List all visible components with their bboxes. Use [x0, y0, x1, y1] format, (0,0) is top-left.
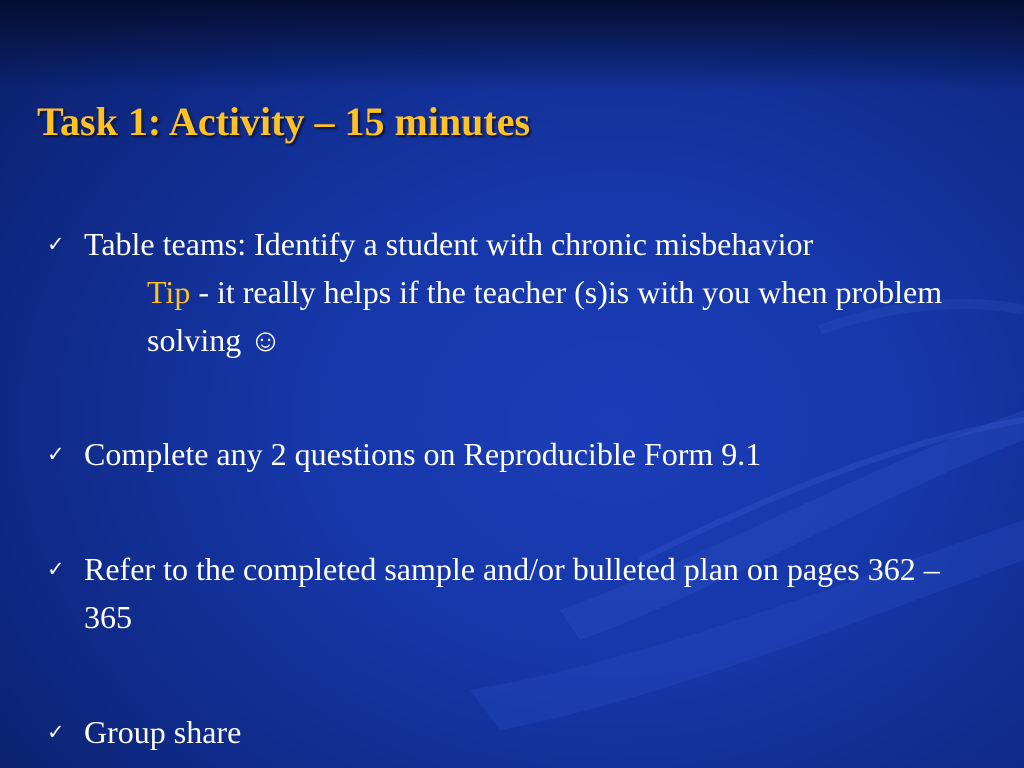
bullet-item-identify-student [47, 220, 984, 364]
check-icon: ✓ [47, 720, 65, 744]
bullet-text: Refer to the completed sample and/or bulleted plan on pages 362 – 365 [84, 551, 940, 635]
bullet-item-refer-sample [47, 545, 984, 641]
bullet-text: Table teams: Identify a student with chronic misbehavior [84, 226, 814, 262]
check-icon: ✓ [47, 442, 65, 466]
tip-label: Tip [147, 274, 191, 310]
bullet-text: Complete any 2 questions on Reproducible Form 9.1 [84, 436, 762, 472]
check-icon: ✓ [47, 232, 65, 256]
check-icon: ✓ [47, 557, 65, 581]
smiley-icon: ☺ [249, 322, 282, 358]
tip-text: - it really helps if the teacher (s)is with you when problem solving [147, 274, 943, 358]
tip-subpoint [84, 268, 984, 364]
bullet-item-group-share [47, 708, 984, 756]
bullet-text: Group share [84, 714, 242, 750]
bullet-item-complete-questions [47, 430, 984, 478]
slide-title: Task 1: Activity – 15 minutes [37, 99, 531, 144]
